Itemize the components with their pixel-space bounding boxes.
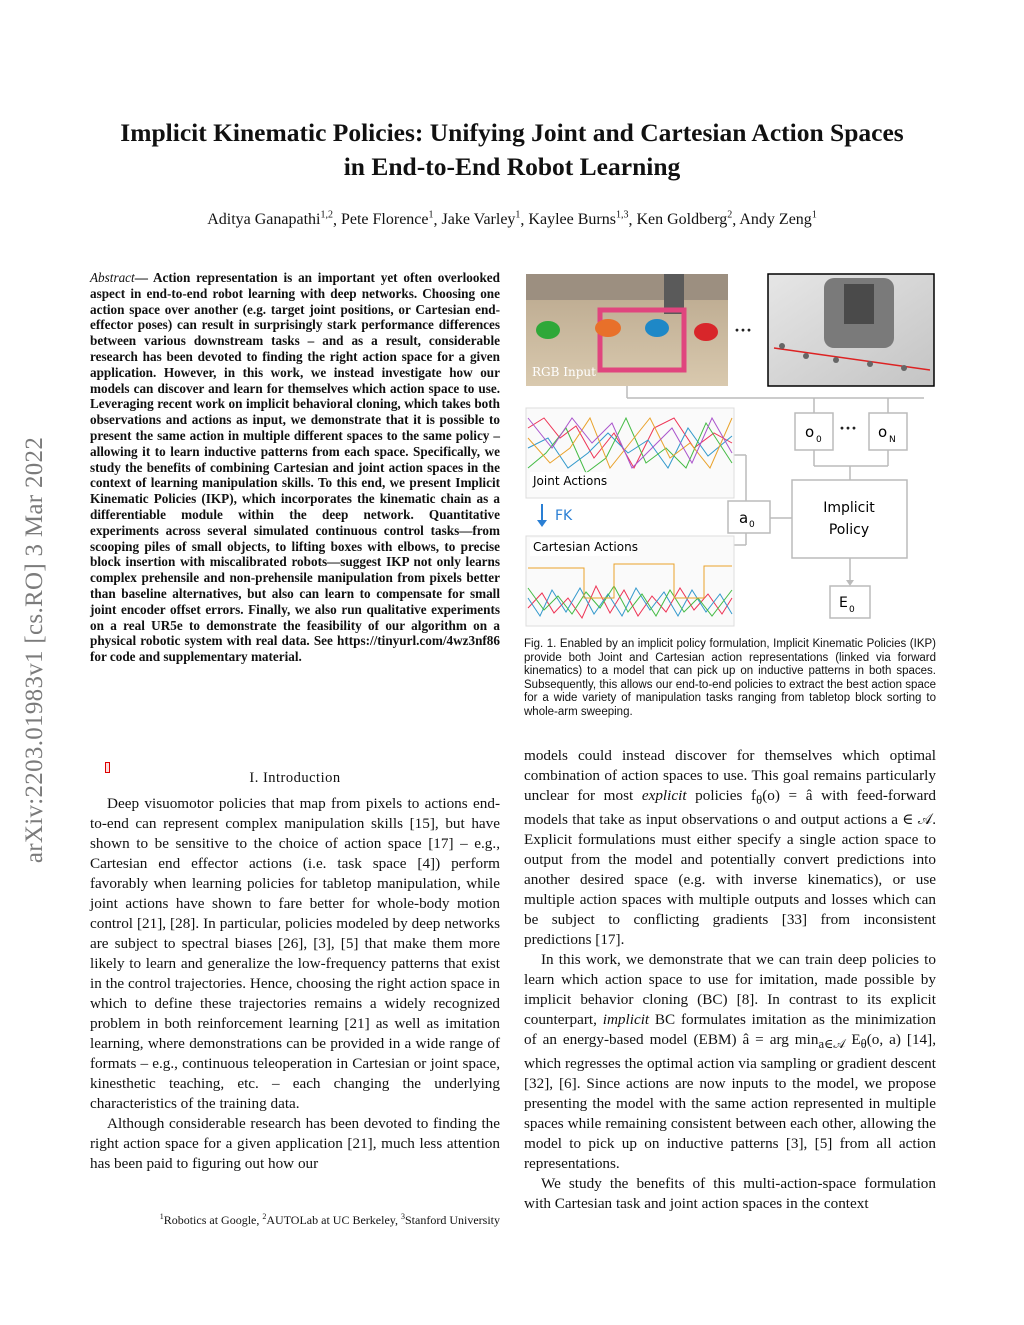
paragraph: Deep visuomotor policies that map from pixels to actions end-to-end can represent complex manipulation skills [15], but have shown to be sensitive to the choice of action space [17] – e.g., Cartesian end effector actions (i.e. task space [4]) perform favorably when learning policies for tabletop manipulation, while joint actions have shown to fare better for whole-body motion control [21], [28]. In particular, policies modeled by deep networks are subject to spectral biases [26], [3], [5] that make them more likely to learn and generalize the low-frequency patterns that exist in the control trajectories. Hence, choosing the right action space in which to define these trajectories remains a widely recognized problem in both reinforcement learning [21] as well as imitation learning, where demonstrations can be provided in a wide range of formats – e.g., continuous teleoperation in Cartesian or joint space, kinesthetic teaching, etc. – each changing the underlying characteristics of the training data. [90,795,500,1112]
figure-caption: Fig. 1. Enabled by an implicit policy formulation, Implicit Kinematic Policies (IKP) provide both Joint and Cartesian action representations (linked via forward kinematics) to a model that can pick up on inductive patterns in both spaces. Subsequently, this allows our end-to-end policies to extract the best action space for a wide variety of manipulation tasks ranging from tabletop block sorting to whole-arm sweeping. [524,638,936,718]
e0-label: E [839,595,848,611]
paragraph: models could instead discover for themselves which optimal combination of action spaces to use. This goal remains particularly unclear for most explicit policies $f_\theta(o)$ = â with feed-forward models that take as input observations o and output actions a ∈ 𝒜. Explicit formulations must either specify a single action space to output from the model and potentially convert predictions into another desired space (e.g. with inverse kinematics), or use multiple action spaces with multiple outputs and losses which can be subject to conflicting gradients [33] from inconsistent predictions [17]. [524,747,937,949]
author: Jake Varley$^1$ [441,210,521,229]
policy-label-2: Policy [828,522,870,538]
o0-subscript: 0 [816,435,822,445]
paragraph: We study the benefits of this multi-action-space formulation with Cartesian task and joint action spaces in the context [524,1175,936,1213]
rgb-input-photo [526,274,728,386]
cartesian-actions-label: Cartesian Actions [533,540,638,554]
arxiv-stamp [12,350,58,950]
a0-label: a [739,509,749,527]
robot-sweeping-photo [768,274,934,386]
abstract [90,270,500,665]
joint-actions-plot [526,408,734,498]
implicit-policy-box [792,480,907,558]
observation-oN-box [869,413,907,450]
author: Andy Zeng$^1$ [739,210,817,229]
cartesian-actions-plot [526,536,734,626]
oN-label: o [878,423,888,441]
fk-label: FK [555,508,573,524]
author: Kaylee Burns$^{1,3}$ [528,210,629,229]
abstract-text: — Action representation is an important yet often overlooked aspect in end-to-end robot learning with deep networks. Choosing one action space over another (e.g. target joint positions, or Cartesian end-effector poses) can result in surprisingly stark performance differences between various downstream tasks – and as a result, considerable research has been devoted to finding the right action space for a given application. However, in this work, we instead investigate how our models can discover and learn for themselves which action space to use. Leveraging recent work on implicit behavioral cloning, which takes both observations and actions as input, we demonstrate that it is possible to present the same action in multiple different spaces to the same policy – allowing it to learn inductive patterns from each space. Specifically, we study the benefits of combining Cartesian and joint action spaces in the context of learning manipulation skills. To this end, we present Implicit Kinematic Policies (IKP), which incorporates the kinematic chain as a differentiable module within the deep network. Quantitative experiments across several simulated continuous control tasks—from scooping piles of small objects, to lifting boxes with elbows, to precise block insertion with miscalibrated robots—suggest IKP not only learns complex prehensile and non-prehensile manipulation from pixels better than baseline alternatives, but also can learn to compensate for small joint encoder offset errors. Finally, we also run qualitative experiments on a real UR5e to demonstrate the feasibility of our algorithm on a physical robotic system with real data. See https://tinyurl.com/4wz3nf86 for code and supplementary material. [90,270,500,665]
rgb-input-label: RGB Input [532,365,596,379]
oN-subscript: N [889,435,896,445]
policy-label-1: Implicit [823,500,875,516]
author: Aditya Ganapathi$^{1,2}$ [207,210,333,229]
figure-1 [524,268,938,628]
section-heading: I. Introduction [249,770,341,786]
paragraph: In this work, we demonstrate that we can train deep policies to learn which action space to use for imitation, made possible by implicit behavior cloning (BC) [8]. In contrast to its explicit counterpart, implicit BC formulates imitation as the minimization of an energy-based model (EBM) â = arg $\min_{a\in 𝒜} E_\theta(o$, a) [14], which regresses the optimal action via sampling or gradient descent [32], [6]. Since actions are now inputs to the model, we propose presenting the model with the same action represented in multiple spaces while remaining consistent between each other, allowing the model to pick up on inductive patterns [3], [5] from all action representations. [524,951,937,1173]
right-column-text [524,746,936,1214]
ellipsis: ··· [734,320,753,340]
ellipsis: ··· [839,418,858,438]
affiliation-footnote: $^1$Robotics at Google, $^2$AUTOLab at UC Berkeley, $^3$Stanford University [159,1212,500,1227]
e0-subscript: 0 [849,605,855,615]
author-list: Aditya Ganapathi$^{1,2}$, Pete Florence$^1$, Jake Varley$^1$, Kaylee Burns$^{1,3}$, Ken Goldberg$^2$, Andy Zeng$^1$ [207,210,817,229]
arxiv-stamp-text: arXiv:2203.01983v1 [cs.RO] 3 Mar 2022 [21,436,48,864]
a0-subscript: 0 [749,520,755,530]
title-line-2: in End-to-End Robot Learning [343,152,681,181]
paper-title [60,116,964,184]
o0-label: o [805,423,815,441]
title-line-1: Implicit Kinematic Policies: Unifying Joint and Cartesian Action Spaces [120,118,904,147]
paragraph: Although considerable research has been devoted to finding the right action space for a given application [21], much less attention has been paid to figuring out how our [90,1115,500,1172]
abstract-label: Abstract [90,270,135,285]
author: Pete Florence$^1$ [340,210,434,229]
author: Ken Goldberg$^2$ [636,210,733,229]
joint-actions-label: Joint Actions [533,474,608,488]
intro-text [90,794,500,1174]
